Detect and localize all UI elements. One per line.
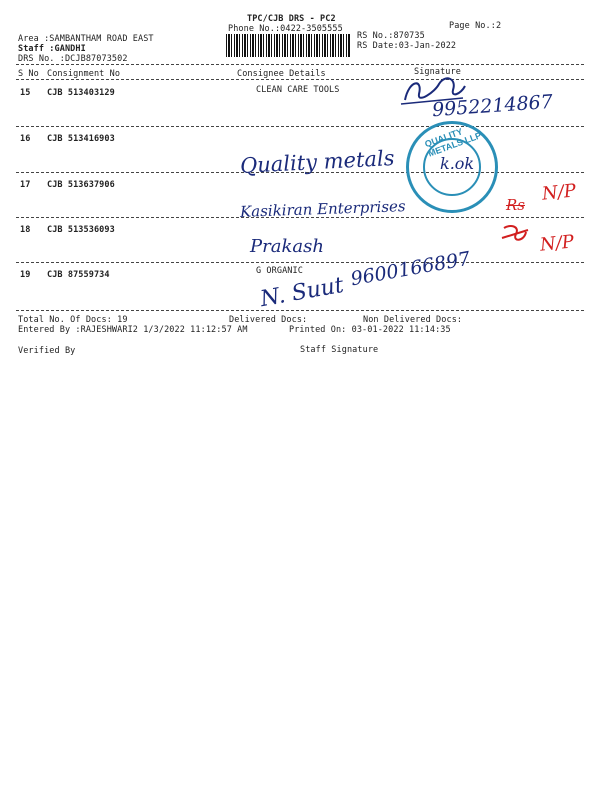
red-scribble xyxy=(500,222,530,246)
handwritten-rs-crossed: Rs xyxy=(506,196,525,214)
row-sno: 18 xyxy=(20,225,31,235)
row-sno: 17 xyxy=(20,180,31,190)
handwritten-quality-metals: Quality metals xyxy=(239,145,395,179)
entered-by: Entered By :RAJESHWARI2 1/3/2022 11:12:57 AM xyxy=(18,325,248,335)
total-docs: Total No. Of Docs: 19 xyxy=(18,315,128,325)
stamp-text: QUALITY METALS LLP xyxy=(423,126,483,159)
drs-number: DRS No. :DCJB87073502 xyxy=(18,54,128,64)
page-number: Page No.:2 xyxy=(449,21,502,31)
staff-field: Staff :GANDHI xyxy=(18,44,86,54)
row-consignment: CJB 513403129 xyxy=(47,88,115,98)
row-sno: 15 xyxy=(20,88,31,98)
column-header-consignment: Consignment No xyxy=(47,69,121,79)
handwritten-kasikiran: Kasikiran Enterprises xyxy=(239,197,406,221)
non-delivered-docs: Non Delivered Docs: xyxy=(363,315,463,325)
column-header-signature: Signature xyxy=(414,67,461,77)
column-header-sno: S No xyxy=(18,69,39,79)
row-divider xyxy=(16,126,584,127)
handwritten-np-2: N/P xyxy=(538,231,575,256)
row-divider xyxy=(16,262,584,263)
handwritten-phone-2: 9600166897 xyxy=(349,247,472,291)
area-field: Area :SAMBANTHAM ROAD EAST xyxy=(18,34,154,44)
column-header-consignee: Consignee Details xyxy=(237,69,326,79)
handwritten-name-signature: N. Suut xyxy=(258,272,346,313)
printed-on: Printed On: 03-01-2022 11:14:35 xyxy=(289,325,451,335)
rs-number: RS No.:870735 xyxy=(357,31,425,41)
verified-by: Verified By xyxy=(18,346,76,356)
row-consignment: CJB 513416903 xyxy=(47,134,115,144)
row-consignment: CJB 87559734 xyxy=(47,270,110,280)
row-sno: 16 xyxy=(20,134,31,144)
delivered-docs: Delivered Docs: xyxy=(229,315,308,325)
handwritten-np-1: N/P xyxy=(540,180,577,205)
column-header-divider xyxy=(16,79,584,80)
phone-number: Phone No.:0422-3505555 xyxy=(228,24,343,34)
row-consignment: CJB 513536093 xyxy=(47,225,115,235)
staff-signature-label: Staff Signature xyxy=(300,345,379,355)
row-consignment: CJB 513637906 xyxy=(47,180,115,190)
table-end-divider xyxy=(16,310,584,311)
row-sno: 19 xyxy=(20,270,31,280)
row-consignee: G ORGANIC xyxy=(256,266,303,276)
handwritten-prakash: Prakash xyxy=(250,236,324,257)
document-title: TPC/CJB DRS - PC2 xyxy=(247,14,336,24)
handwritten-initials: k.ok xyxy=(440,154,475,173)
barcode xyxy=(226,34,351,57)
row-consignee: CLEAN CARE TOOLS xyxy=(256,85,340,95)
rs-date: RS Date:03-Jan-2022 xyxy=(357,41,457,51)
header-divider xyxy=(16,64,584,65)
handwritten-phone-1: 9952214867 xyxy=(431,90,554,122)
